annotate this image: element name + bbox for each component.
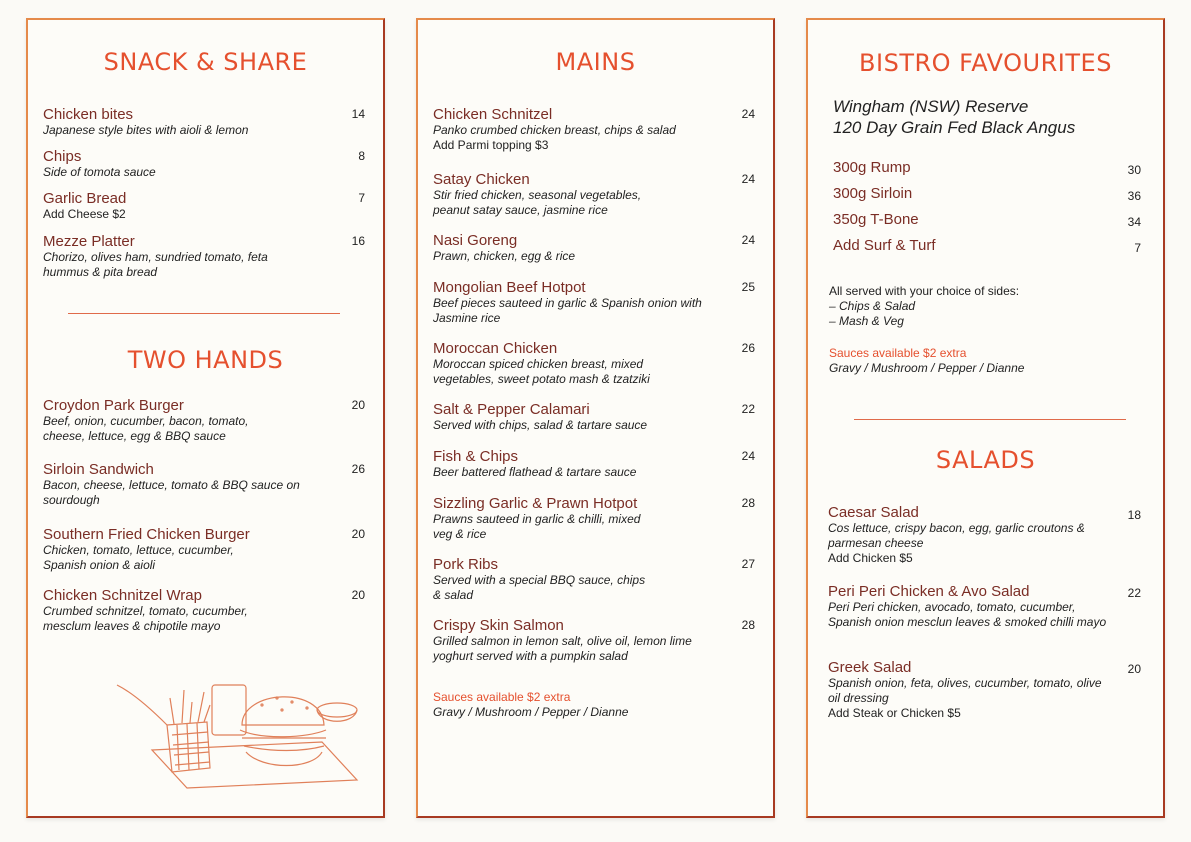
item-desc: Prawn, chicken, egg & rice — [433, 249, 576, 263]
item-desc: Beef, onion, cucumber, bacon, tomato, cheese, lettuce, egg & BBQ sauce — [43, 414, 249, 443]
item-name: Garlic Bread — [43, 190, 127, 207]
item-name: Salt & Pepper Calamari — [433, 401, 590, 418]
menu-item — [433, 556, 757, 603]
item-name: Croydon Park Burger — [43, 397, 184, 414]
menu-item — [433, 279, 757, 326]
item-desc: Moroccan spiced chicken breast, mixed vegetables, sweet potato mash & tzatziki — [433, 357, 650, 386]
item-name: Caesar Salad — [828, 504, 919, 521]
item-price: 20 — [351, 398, 365, 412]
burger-and-fries-illustration-icon — [112, 680, 362, 790]
item-price: 8 — [358, 149, 365, 163]
menu-item — [433, 401, 757, 433]
item-extra: Add Chicken $5 — [828, 551, 913, 565]
item-name: Southern Fried Chicken Burger — [43, 526, 250, 543]
item-price: 20 — [351, 588, 365, 602]
item-name: Greek Salad — [828, 659, 912, 676]
item-price: 26 — [741, 341, 755, 355]
sauces-note — [829, 346, 1024, 376]
item-desc: Japanese style bites with aioli & lemon — [43, 123, 249, 137]
item-price: 22 — [741, 402, 755, 416]
panel-mains — [416, 18, 775, 818]
menu-item — [43, 397, 367, 444]
item-price: 24 — [741, 449, 755, 463]
item-name: Chips — [43, 148, 82, 165]
item-extra: Add Cheese $2 — [43, 207, 126, 221]
item-name: Fish & Chips — [433, 448, 519, 465]
item-price: 30 — [1127, 163, 1141, 177]
menu-item — [433, 340, 757, 387]
item-name: Chicken Schnitzel — [433, 106, 553, 123]
item-name: Nasi Goreng — [433, 232, 518, 249]
item-name: Crispy Skin Salmon — [433, 617, 564, 634]
menu-item — [433, 232, 757, 264]
item-name: Chicken bites — [43, 106, 134, 123]
menu-item — [43, 526, 367, 573]
steak-subtitle — [833, 96, 1075, 138]
menu-item — [43, 587, 367, 634]
item-name: Sizzling Garlic & Prawn Hotpot — [433, 495, 638, 512]
menu-item — [433, 495, 757, 542]
item-price: 24 — [741, 172, 755, 186]
item-price: 26 — [351, 462, 365, 476]
item-name: Peri Peri Chicken & Avo Salad — [828, 583, 1030, 600]
sides-note — [829, 284, 1019, 329]
menu-item — [828, 504, 1143, 566]
item-price: 7 — [358, 191, 365, 205]
item-price: 34 — [1127, 215, 1141, 229]
side-option: – Chips & Salad — [829, 299, 916, 313]
steak-subtitle-line1: Wingham (NSW) Reserve — [833, 97, 1029, 116]
item-price: 25 — [741, 280, 755, 294]
item-desc: Grilled salmon in lemon salt, olive oil, lemon lime yoghurt served with a pumpkin salad — [433, 634, 692, 663]
item-name: 300g Sirloin — [833, 185, 913, 202]
menu-item — [433, 106, 757, 153]
item-desc: Prawns sauteed in garlic & chilli, mixed veg & rice — [433, 512, 641, 541]
sauces-label: Sauces available $2 extra — [433, 690, 571, 704]
steak-item — [833, 185, 1143, 202]
item-price: 20 — [1127, 662, 1141, 676]
item-price: 24 — [741, 233, 755, 247]
item-desc: Stir fried chicken, seasonal vegetables, peanut satay sauce, jasmine rice — [433, 188, 642, 217]
item-desc: Served with a special BBQ sauce, chips & salad — [433, 573, 646, 602]
menu-item — [433, 448, 757, 480]
item-desc: Served with chips, salad & tartare sauce — [433, 418, 648, 432]
item-name: Satay Chicken — [433, 171, 530, 188]
item-price: 36 — [1127, 189, 1141, 203]
menu-item — [43, 461, 367, 508]
menu-item — [43, 233, 367, 280]
menu-item — [43, 106, 367, 138]
section-divider — [68, 313, 340, 314]
item-name: Chicken Schnitzel Wrap — [43, 587, 202, 604]
section-title-bistro-favourites: BISTRO FAVOURITES — [859, 49, 1112, 77]
item-name: Moroccan Chicken — [433, 340, 558, 357]
item-desc: Beef pieces sauteed in garlic & Spanish onion with Jasmine rice — [433, 296, 702, 325]
item-name: Add Surf & Turf — [833, 237, 936, 254]
menu-item — [433, 171, 757, 218]
panel-bistro-salads — [806, 18, 1165, 818]
item-price: 22 — [1127, 586, 1141, 600]
item-desc: Bacon, cheese, lettuce, tomato & BBQ sauce on sourdough — [43, 478, 300, 507]
menu-item — [828, 583, 1143, 630]
steak-subtitle-line2: 120 Day Grain Fed Black Angus — [833, 118, 1076, 137]
steak-item — [833, 211, 1143, 228]
panel-snack-two-hands — [26, 18, 385, 818]
menu-item — [433, 617, 757, 664]
menu-item — [43, 148, 367, 180]
item-price: 20 — [351, 527, 365, 541]
section-title-mains: MAINS — [555, 48, 636, 76]
item-desc: Spanish onion, feta, olives, cucumber, tomato, olive oil dressing — [828, 676, 1102, 705]
item-desc: Beer battered flathead & tartare sauce — [433, 465, 637, 479]
item-name: 350g T-Bone — [833, 211, 919, 228]
item-desc: Crumbed schnitzel, tomato, cucumber, mesclum leaves & chipotile mayo — [43, 604, 248, 633]
item-desc: Side of tomota sauce — [43, 165, 156, 179]
item-name: Mezze Platter — [43, 233, 135, 250]
item-desc: Cos lettuce, crispy bacon, egg, garlic croutons & parmesan cheese — [828, 521, 1085, 550]
item-name: 300g Rump — [833, 159, 911, 176]
sauces-label: Sauces available $2 extra — [829, 346, 967, 360]
section-title-snack-share: SNACK & SHARE — [103, 48, 308, 76]
item-price: 16 — [351, 234, 365, 248]
item-name: Mongolian Beef Hotpot — [433, 279, 586, 296]
sauces-note — [433, 690, 628, 720]
item-extra: Add Steak or Chicken $5 — [828, 706, 961, 720]
item-extra: Add Parmi topping $3 — [433, 138, 549, 152]
steak-item — [833, 159, 1143, 176]
item-price: 24 — [741, 107, 755, 121]
item-desc: Peri Peri chicken, avocado, tomato, cucumber, Spanish onion mesclun leaves & smoked chilli mayo — [828, 600, 1107, 629]
item-desc: Chorizo, olives ham, sundried tomato, feta hummus & pita bread — [43, 250, 268, 279]
side-option: – Mash & Veg — [829, 314, 904, 328]
section-title-two-hands: TWO HANDS — [127, 346, 284, 374]
item-price: 18 — [1127, 508, 1141, 522]
item-price: 28 — [741, 618, 755, 632]
sauces-list: Gravy / Mushroom / Pepper / Dianne — [829, 361, 1025, 375]
section-divider — [854, 419, 1126, 420]
item-price: 28 — [741, 496, 755, 510]
item-name: Pork Ribs — [433, 556, 499, 573]
menu-item — [828, 659, 1143, 721]
item-price: 14 — [351, 107, 365, 121]
item-price: 7 — [1134, 241, 1141, 255]
sauces-list: Gravy / Mushroom / Pepper / Dianne — [433, 705, 629, 719]
sides-label: All served with your choice of sides: — [829, 284, 1020, 298]
item-name: Sirloin Sandwich — [43, 461, 154, 478]
item-price: 27 — [741, 557, 755, 571]
section-title-salads: SALADS — [935, 446, 1036, 474]
menu-item — [43, 190, 367, 222]
steak-item — [833, 237, 1143, 254]
item-desc: Chicken, tomato, lettuce, cucumber, Spanish onion & aioli — [43, 543, 234, 572]
item-desc: Panko crumbed chicken breast, chips & salad — [433, 123, 676, 137]
